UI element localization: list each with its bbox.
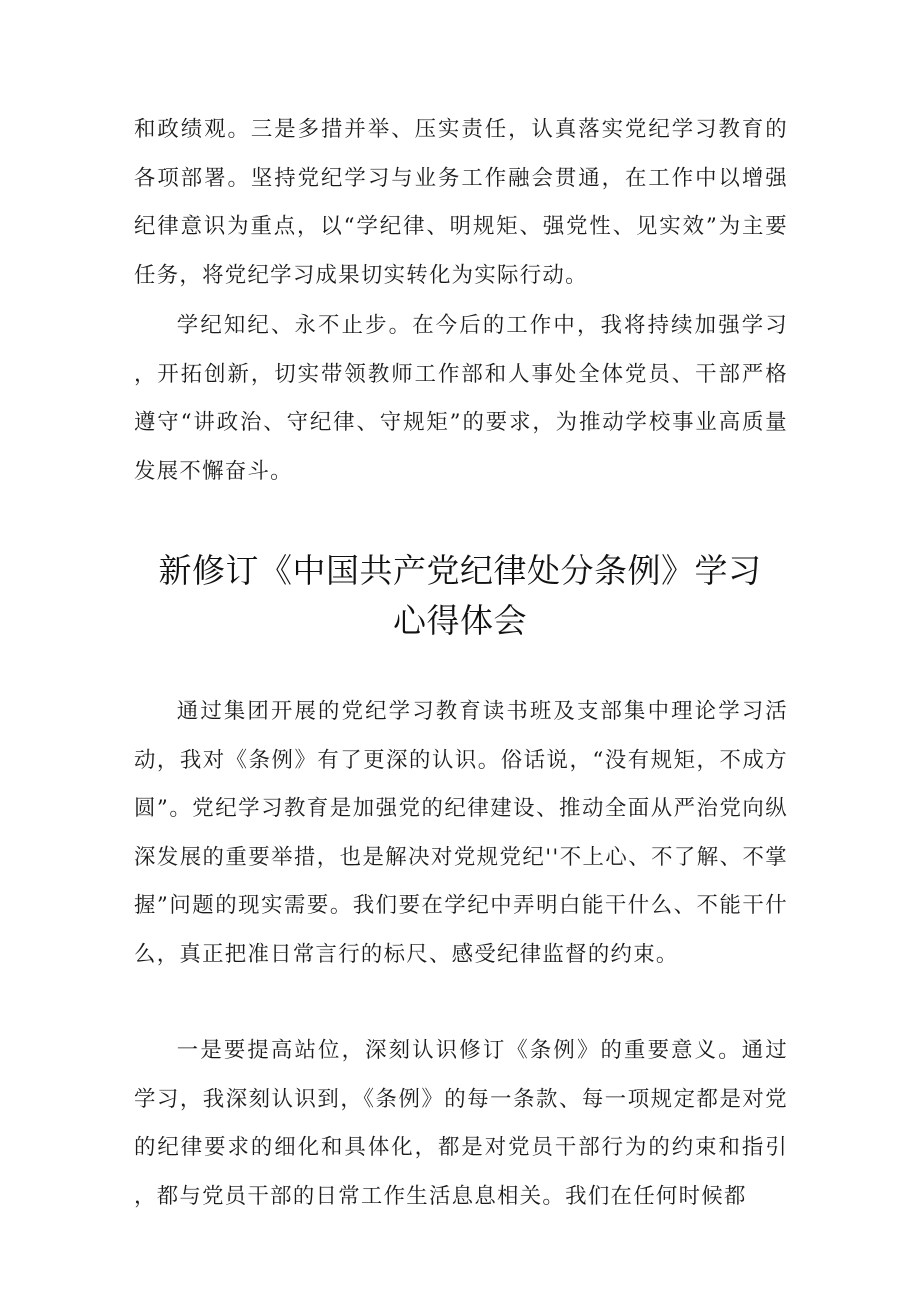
paragraph-introduction: 通过集团开展的党纪学习教育读书班及支部集中理论学习活动，我对《条例》有了更深的认识。俗话说，“没有规矩，不成方圆”。党纪学习教育是加强党的纪律建设、推动全面从严治党向纵深发展的重要举措，也是解决对党规党纪''不上心、不了解、不掌握”问题的现实需要。我们要在学纪中弄明白能干什么、不能干什么，真正把准日常言行的标尺、感受纪律监督的约束。 — [134, 699, 788, 967]
paragraph-closing-commitment: 学纪知纪、永不止步。在今后的工作中，我将持续加强学习，开拓创新，切实带领教师工作部和人事处全体党员、干部严格遵守“讲政治、守纪律、守规矩”的要求，为推动学校事业高质量发展不懈奋斗。 — [134, 313, 788, 484]
document-title — [110, 546, 810, 646]
paragraph-point-one: 一是要提高站位，深刻认识修订《条例》的重要意义。通过学习，我深刻认识到，《条例》的每一条款、每一项规定都是对党的纪律要求的细化和具体化，都是对党员干部行为的约束和指引，都与党员干部的日常工作生活息息相关。我们在任何时候都 — [134, 1038, 788, 1209]
paragraph-continuation: 和政绩观。三是多措并举、压实责任，认真落实党纪学习教育的各项部署。坚持党纪学习与业务工作融会贯通，在工作中以增强纪律意识为重点，以“学纪律、明规矩、强党性、见实效”为主要任务，将党纪学习成果切实转化为实际行动。 — [134, 117, 788, 288]
document-title-line-1: 新修订《中国共产党纪律处分条例》学习 — [158, 551, 762, 590]
document-title-line-2: 心得体会 — [393, 601, 527, 640]
